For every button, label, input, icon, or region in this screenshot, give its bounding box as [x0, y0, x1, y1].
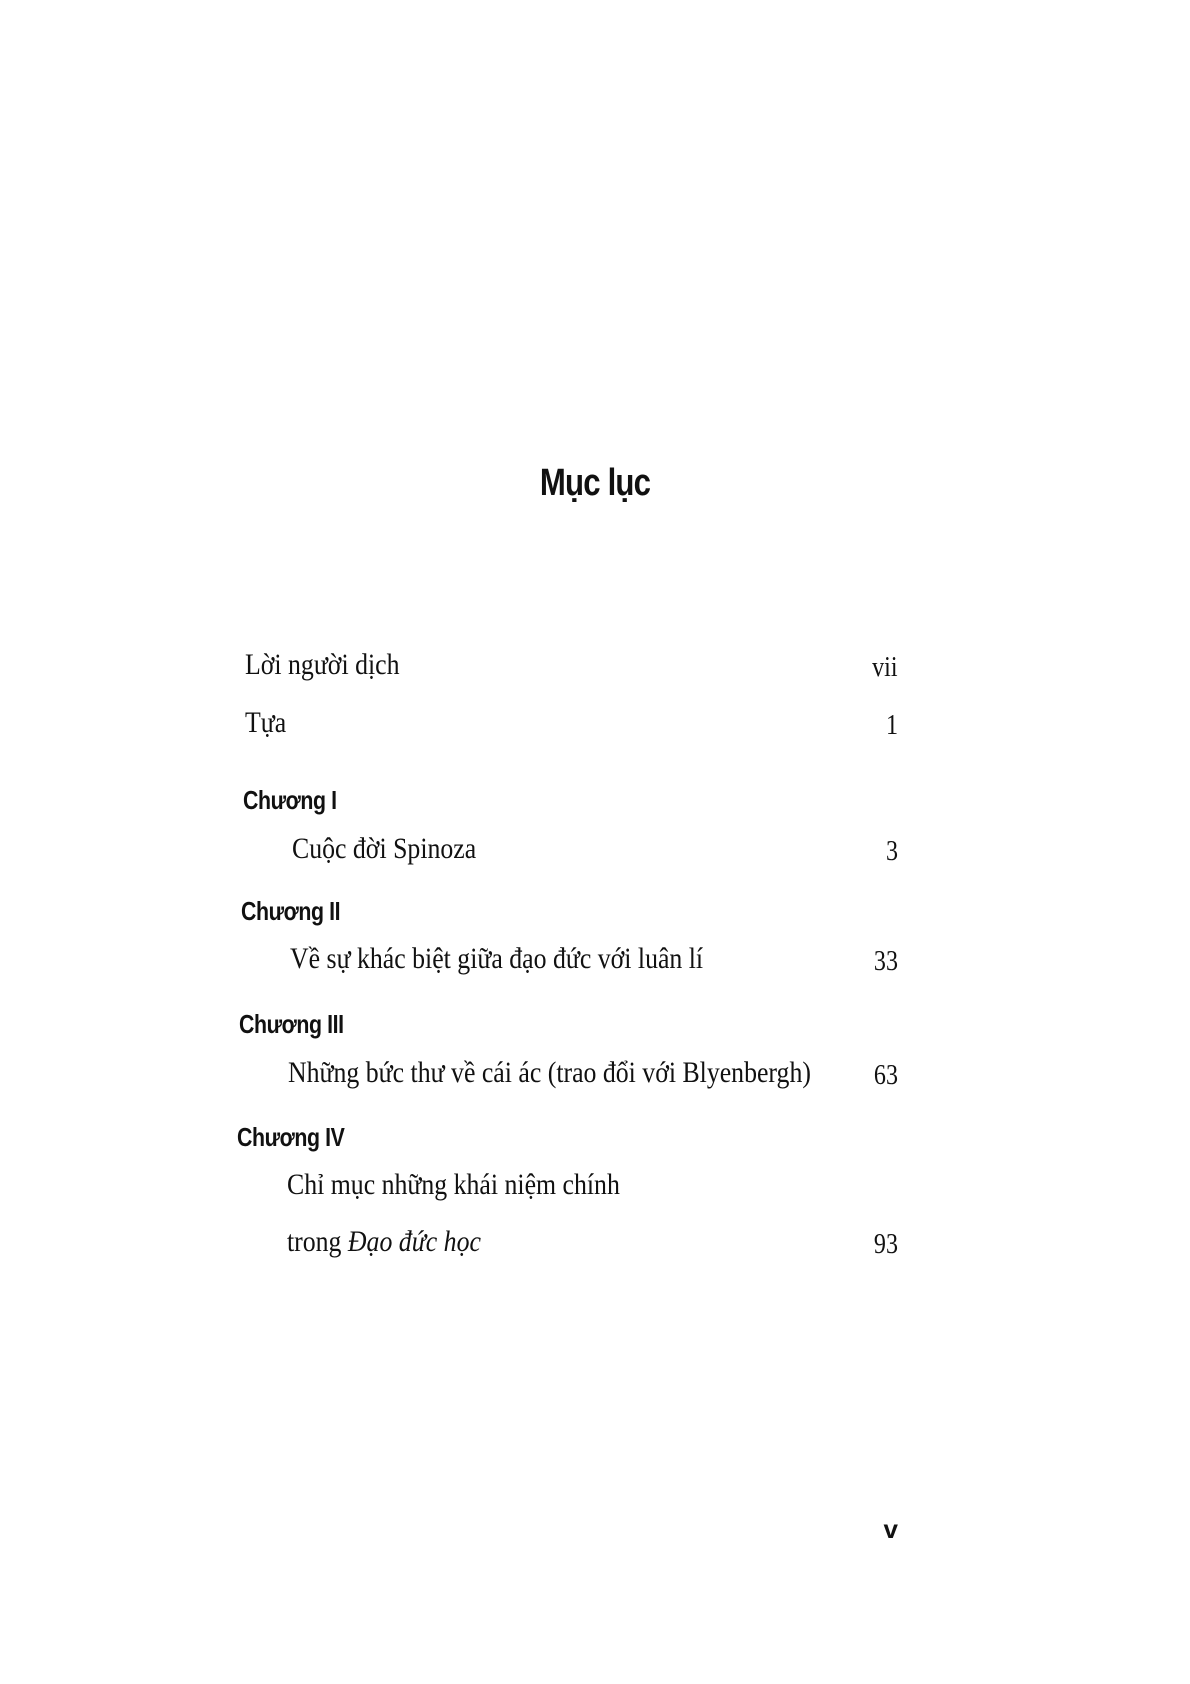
toc-entry-label: Lời người dịch — [245, 648, 400, 681]
chapter-heading: Chương III — [239, 1009, 344, 1039]
toc-entry-label: Chỉ mục những khái niệm chính — [287, 1168, 620, 1201]
toc-entry-ch2 — [290, 942, 770, 976]
toc-entry-page: 33 — [873, 946, 898, 977]
toc-entry-page: 93 — [873, 1229, 898, 1260]
page-number: v — [883, 1514, 898, 1544]
chapter-heading: Chương II — [241, 896, 341, 926]
toc-entry-ch4-line2 — [287, 1225, 513, 1259]
toc-entry-label-continued — [287, 1225, 481, 1259]
chapter-heading: Chương IV — [237, 1122, 345, 1152]
toc-entry-ch3 — [288, 1056, 896, 1090]
toc-entry-preface — [245, 706, 293, 740]
toc-entry-page: 1 — [885, 710, 898, 741]
toc-entry-label: Những bức thư về cái ác (trao đổi với Blyenbergh) — [288, 1056, 811, 1089]
toc-entry-page: 3 — [885, 836, 898, 867]
toc-entry-translator-note — [245, 648, 425, 682]
toc-entry-page: vii — [872, 652, 898, 683]
chapter-heading: Chương I — [243, 785, 337, 815]
toc-entry-label-prefix: trong — [287, 1225, 348, 1258]
toc-entry-label: Tựa — [245, 706, 287, 739]
toc-entry-label: Cuộc đời Spinoza — [292, 832, 477, 865]
book-title-italic: Đạo đức học — [347, 1225, 481, 1258]
page-title: Mục lục — [539, 462, 651, 504]
toc-entry-ch1 — [292, 832, 506, 866]
toc-entry-ch4-line1 — [287, 1168, 674, 1202]
toc-entry-label: Về sự khác biệt giữa đạo đức với luân lí — [290, 942, 704, 975]
toc-entry-page: 63 — [873, 1060, 898, 1091]
